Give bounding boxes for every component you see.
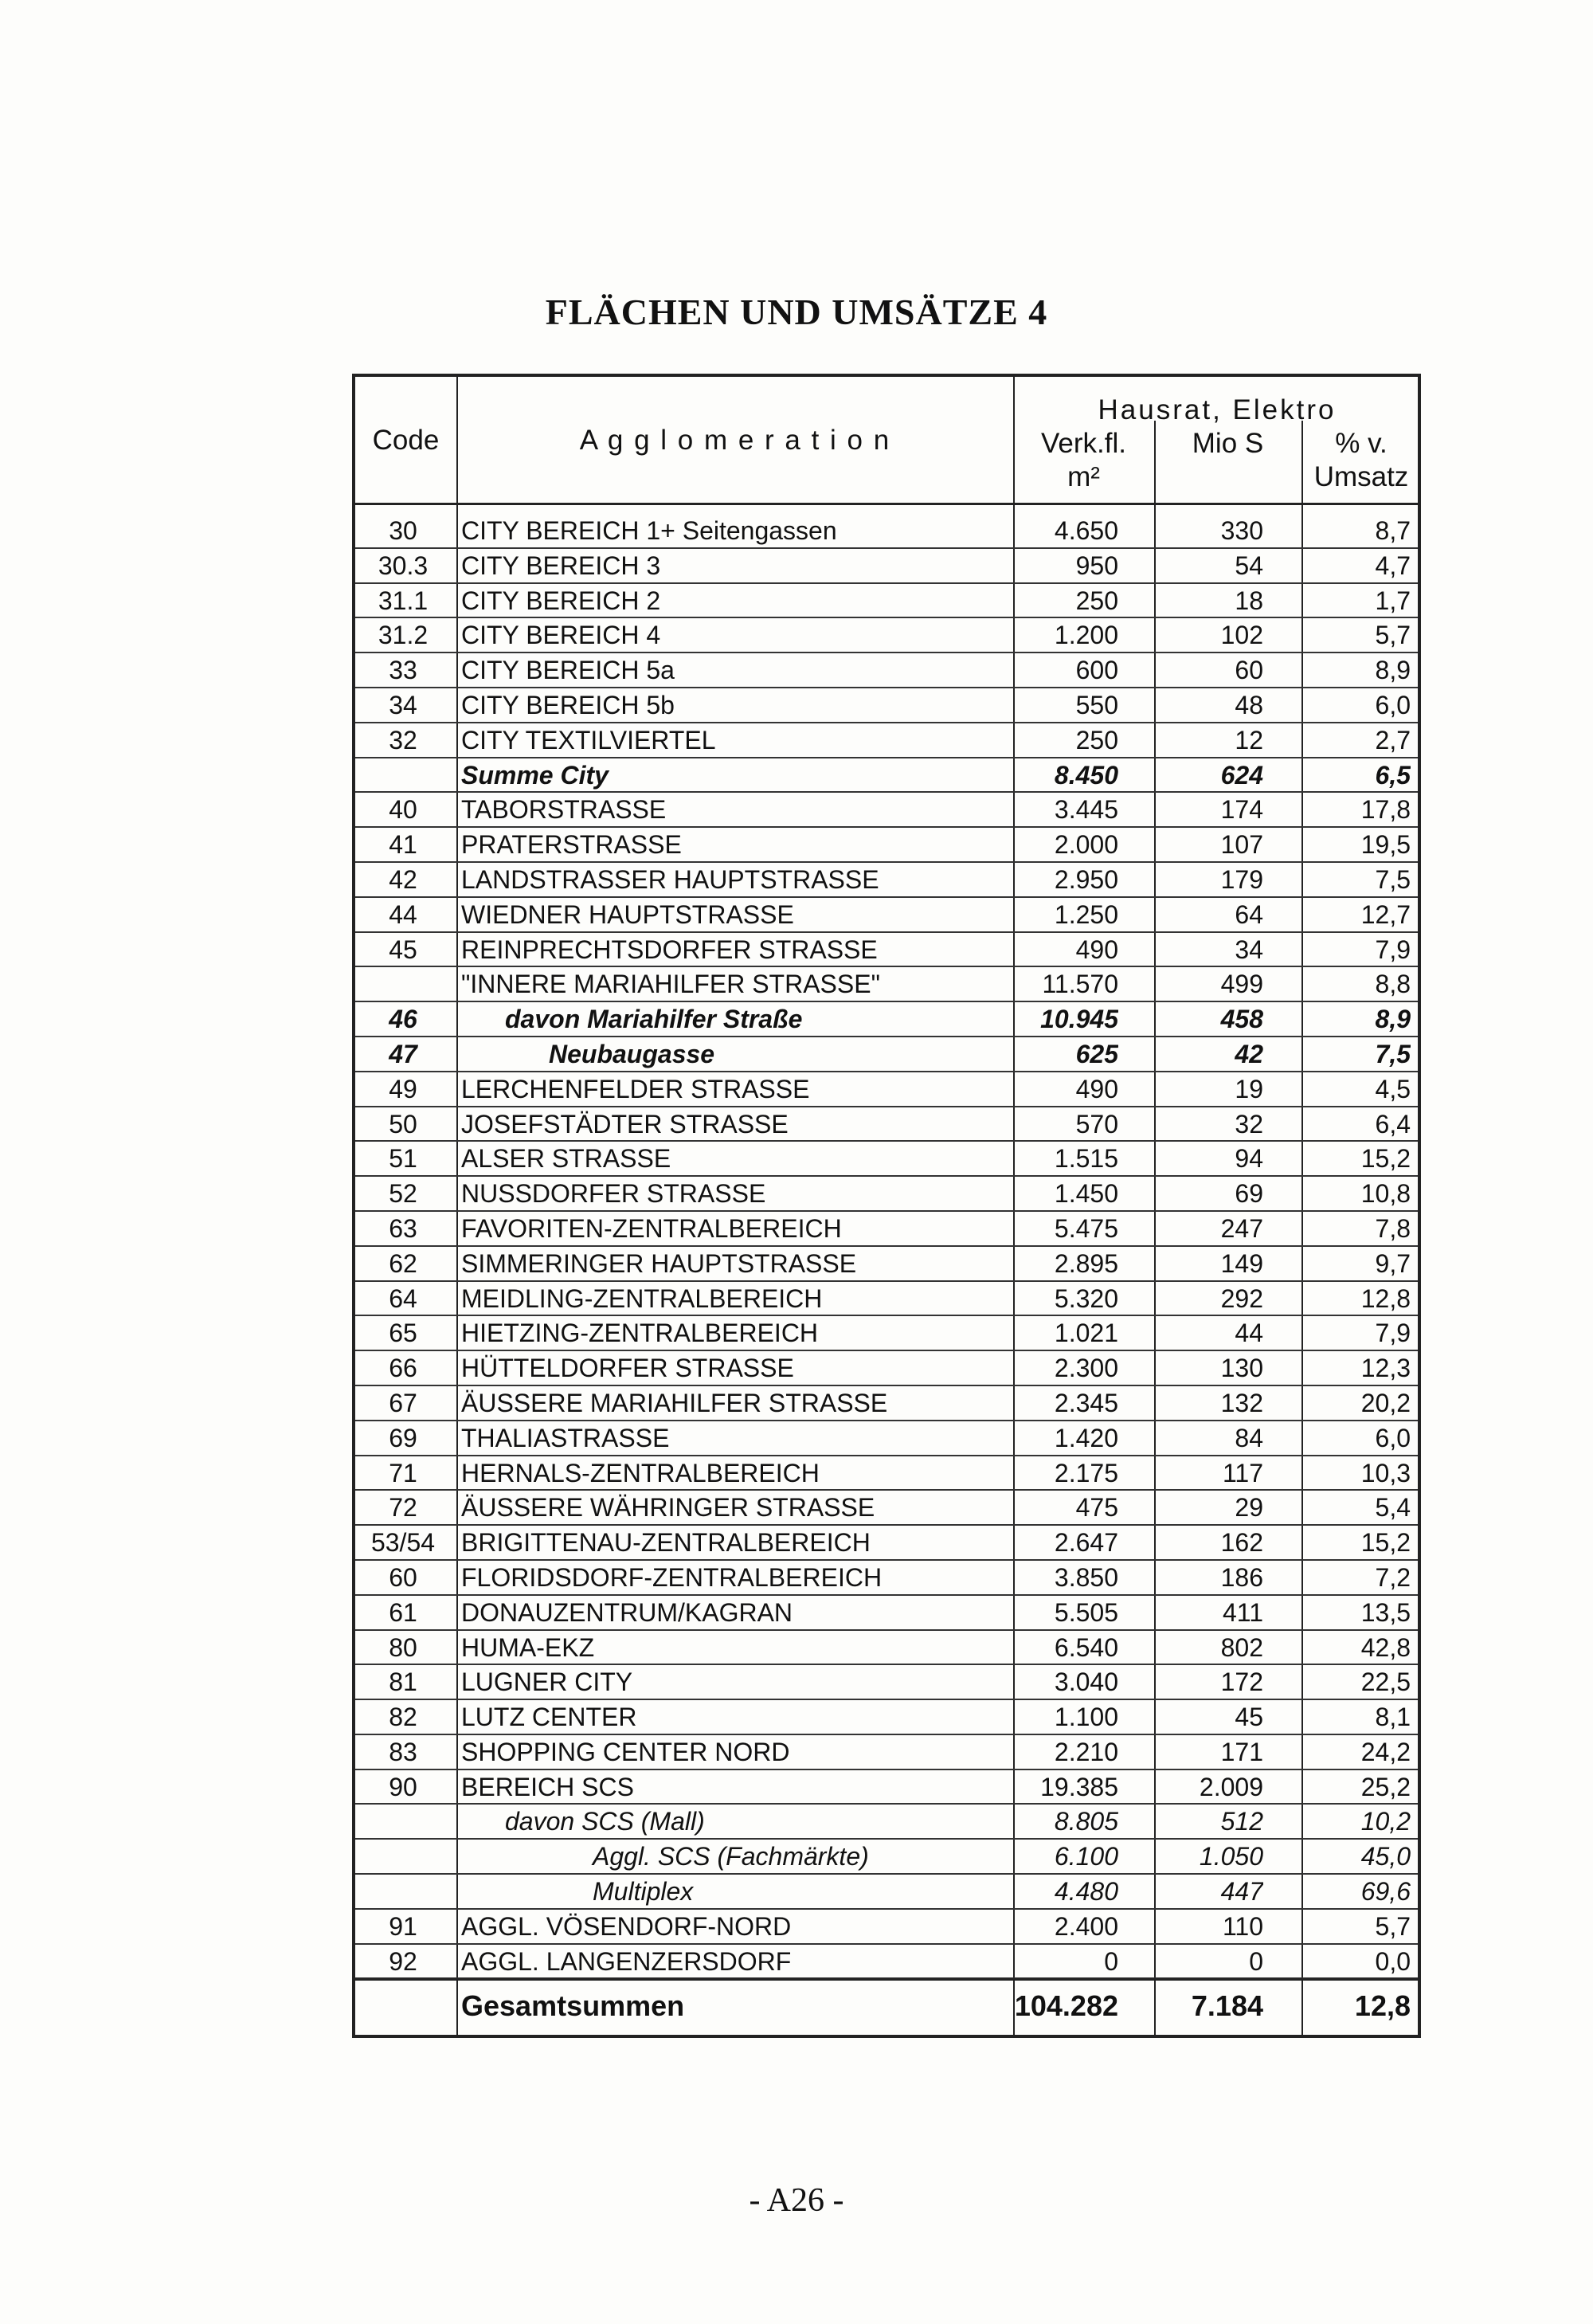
table-row	[355, 1840, 1418, 1875]
row-mio: 64	[1235, 899, 1263, 929]
row-agglomeration: HIETZING-ZENTRALBEREICH	[461, 1319, 819, 1348]
row-pct: 0,0	[1375, 1946, 1411, 1976]
row-verkfl: 3.850	[1054, 1562, 1118, 1592]
row-mio: 34	[1235, 935, 1263, 964]
table-row	[355, 723, 1418, 758]
row-verkfl: 10.945	[1040, 1005, 1118, 1034]
table-row	[355, 1805, 1418, 1840]
table-header	[355, 377, 1418, 505]
table-row	[355, 1770, 1418, 1805]
total-label: Gesamtsummen	[461, 1989, 685, 2022]
total-verkfl: 104.282	[1014, 1989, 1118, 2022]
row-mio: 458	[1220, 1005, 1263, 1034]
row-agglomeration: CITY TEXTILVIERTEL	[461, 725, 716, 754]
row-pct: 12,8	[1360, 1283, 1411, 1313]
row-mio: 186	[1220, 1562, 1263, 1592]
row-code: 67	[389, 1388, 417, 1417]
row-code: 64	[389, 1283, 417, 1313]
page-title: FLÄCHEN UND UMSÄTZE 4	[545, 292, 1048, 332]
table-row	[355, 1735, 1418, 1770]
table-row	[355, 1037, 1418, 1072]
row-verkfl: 3.040	[1054, 1668, 1118, 1697]
row-code: 47	[389, 1039, 417, 1068]
row-code: 31.2	[378, 621, 429, 650]
row-pct: 6,5	[1375, 760, 1411, 790]
table-row	[355, 1142, 1418, 1177]
table-row	[355, 1491, 1418, 1526]
row-code: 46	[389, 1005, 417, 1034]
table-row	[355, 1700, 1418, 1735]
row-verkfl: 2.000	[1054, 830, 1118, 860]
table-row	[355, 898, 1418, 933]
table-row	[355, 1421, 1418, 1456]
row-code: 63	[389, 1213, 417, 1243]
row-code: 69	[389, 1423, 417, 1452]
row-verkfl: 6.540	[1054, 1632, 1118, 1662]
header-code: Code	[372, 425, 440, 456]
row-verkfl: 570	[1075, 1109, 1118, 1138]
row-code: 31.1	[378, 586, 429, 615]
row-pct: 4,7	[1375, 551, 1411, 580]
row-pct: 12,7	[1360, 899, 1411, 929]
table-row	[355, 1386, 1418, 1421]
row-code: 32	[389, 725, 417, 754]
table-row	[355, 1316, 1418, 1351]
row-pct: 25,2	[1360, 1772, 1411, 1801]
row-code: 65	[389, 1319, 417, 1348]
row-pct: 6,0	[1375, 1423, 1411, 1452]
row-agglomeration: TABORSTRASSE	[461, 795, 667, 825]
row-verkfl: 490	[1075, 1074, 1118, 1103]
row-mio: 447	[1220, 1877, 1263, 1907]
row-agglomeration: ALSER STRASSE	[461, 1144, 671, 1174]
row-pct: 10,3	[1360, 1458, 1411, 1487]
row-pct: 4,5	[1375, 1074, 1411, 1103]
row-pct: 7,8	[1375, 1213, 1411, 1243]
row-pct: 8,1	[1375, 1703, 1411, 1732]
row-code: 61	[389, 1597, 417, 1627]
row-agglomeration: LANDSTRASSER HAUPTSTRASSE	[461, 864, 879, 894]
row-pct: 19,5	[1360, 830, 1411, 860]
row-verkfl: 250	[1075, 586, 1118, 615]
row-code: 92	[389, 1946, 417, 1976]
row-agglomeration: CITY BEREICH 5a	[461, 656, 675, 685]
row-agglomeration: LUGNER CITY	[461, 1668, 633, 1697]
row-code: 71	[389, 1458, 417, 1487]
row-mio: 1.050	[1199, 1842, 1263, 1871]
row-agglomeration: BRIGITTENAU-ZENTRALBEREICH	[461, 1528, 871, 1558]
row-mio: 18	[1235, 586, 1263, 615]
row-code: 83	[389, 1737, 417, 1766]
row-mio: 94	[1235, 1144, 1263, 1174]
row-pct: 12,3	[1360, 1354, 1411, 1383]
row-agglomeration: CITY BEREICH 1+ Seitengassen	[461, 516, 837, 545]
row-agglomeration: CITY BEREICH 3	[461, 551, 661, 580]
row-code: 34	[389, 690, 417, 719]
table-row	[355, 1875, 1418, 1910]
header-verkfl-unit: m²	[1067, 461, 1100, 492]
row-pct: 20,2	[1360, 1388, 1411, 1417]
row-agglomeration: CITY BEREICH 5b	[461, 690, 675, 719]
row-verkfl: 19.385	[1040, 1772, 1118, 1801]
row-verkfl: 250	[1075, 725, 1118, 754]
row-verkfl: 4.480	[1054, 1877, 1118, 1907]
row-code: 81	[389, 1668, 417, 1697]
row-agglomeration: DONAUZENTRUM/KAGRAN	[461, 1597, 793, 1627]
row-verkfl: 6.100	[1054, 1842, 1118, 1871]
row-agglomeration: Summe City	[461, 760, 609, 790]
row-code	[355, 1875, 451, 1908]
row-code: 80	[389, 1632, 417, 1662]
row-agglomeration: HERNALS-ZENTRALBEREICH	[461, 1458, 820, 1487]
row-verkfl: 1.021	[1054, 1319, 1118, 1348]
row-pct: 6,4	[1375, 1109, 1411, 1138]
row-pct: 1,7	[1375, 586, 1411, 615]
row-mio: 174	[1220, 795, 1263, 825]
row-verkfl: 2.400	[1054, 1911, 1118, 1941]
row-mio: 44	[1235, 1319, 1263, 1348]
row-mio: 171	[1220, 1737, 1263, 1766]
row-pct: 22,5	[1360, 1668, 1411, 1697]
total-mio: 7.184	[1191, 1989, 1263, 2022]
row-code	[355, 758, 451, 792]
table-row	[355, 514, 1418, 549]
row-mio: 292	[1220, 1283, 1263, 1313]
row-code: 66	[389, 1354, 417, 1383]
row-verkfl: 4.650	[1054, 516, 1118, 545]
table-row	[355, 1282, 1418, 1317]
row-pct: 7,5	[1375, 1039, 1411, 1068]
row-verkfl: 1.515	[1054, 1144, 1118, 1174]
row-verkfl: 550	[1075, 690, 1118, 719]
header-group: Hausrat, Elektro	[1098, 394, 1337, 425]
row-agglomeration: WIEDNER HAUPTSTRASSE	[461, 899, 794, 929]
table-row	[355, 688, 1418, 723]
row-verkfl: 1.100	[1054, 1703, 1118, 1732]
row-mio: 110	[1222, 1911, 1263, 1941]
row-pct: 9,7	[1375, 1248, 1411, 1278]
row-mio: 48	[1235, 690, 1263, 719]
table-row	[355, 549, 1418, 584]
row-mio: 54	[1235, 551, 1263, 580]
row-code: 62	[389, 1248, 417, 1278]
header-agglomeration: A g g l o m e r a t i o n	[579, 425, 891, 456]
row-mio: 179	[1220, 864, 1263, 894]
row-pct: 10,8	[1360, 1179, 1411, 1209]
row-code: 50	[389, 1109, 417, 1138]
row-agglomeration: NUSSDORFER STRASSE	[461, 1179, 766, 1209]
row-mio: 29	[1235, 1493, 1263, 1523]
row-code: 30.3	[378, 551, 429, 580]
row-pct: 7,9	[1375, 1319, 1411, 1348]
row-code: 33	[389, 656, 417, 685]
row-pct: 15,2	[1360, 1528, 1411, 1558]
row-mio: 12	[1235, 725, 1263, 754]
row-verkfl: 5.475	[1054, 1213, 1118, 1243]
row-agglomeration: AGGL. LANGENZERSDORF	[461, 1946, 792, 1976]
row-verkfl: 2.210	[1054, 1737, 1118, 1766]
row-agglomeration: SIMMERINGER HAUPTSTRASSE	[461, 1248, 857, 1278]
table-row	[355, 1212, 1418, 1247]
row-agglomeration: THALIASTRASSE	[461, 1423, 670, 1452]
row-agglomeration: BEREICH SCS	[461, 1772, 634, 1801]
row-verkfl: 950	[1075, 551, 1118, 580]
row-mio: 84	[1235, 1423, 1263, 1452]
row-verkfl: 490	[1075, 935, 1118, 964]
row-agglomeration: Neubaugasse	[549, 1039, 715, 1068]
row-verkfl: 3.445	[1054, 795, 1118, 825]
table-row	[355, 967, 1418, 1002]
row-verkfl: 5.320	[1054, 1283, 1118, 1313]
table-row	[355, 758, 1418, 794]
row-agglomeration: FLORIDSDORF-ZENTRALBEREICH	[461, 1562, 883, 1592]
row-agglomeration: Multiplex	[593, 1877, 694, 1907]
row-code: 49	[389, 1074, 417, 1103]
row-verkfl: 625	[1075, 1039, 1118, 1068]
row-mio: 0	[1249, 1946, 1263, 1976]
row-mio: 60	[1235, 656, 1263, 685]
row-pct: 45,0	[1360, 1842, 1411, 1871]
row-pct: 42,8	[1360, 1632, 1411, 1662]
row-pct: 24,2	[1360, 1737, 1411, 1766]
row-code: 90	[389, 1772, 417, 1801]
row-verkfl: 1.450	[1054, 1179, 1118, 1209]
row-agglomeration: CITY BEREICH 2	[461, 586, 661, 615]
row-pct: 5,4	[1375, 1493, 1411, 1523]
row-verkfl: 1.250	[1054, 899, 1118, 929]
row-mio: 32	[1235, 1109, 1263, 1138]
row-code: 52	[389, 1179, 417, 1209]
table-row	[355, 1002, 1418, 1037]
row-verkfl: 2.345	[1054, 1388, 1118, 1417]
row-mio: 102	[1220, 621, 1263, 650]
row-code: 72	[389, 1493, 417, 1523]
row-pct: 5,7	[1375, 621, 1411, 650]
table-row	[355, 933, 1418, 968]
header-pct-umsatz: Umsatz	[1313, 461, 1409, 492]
table-row	[355, 1631, 1418, 1666]
row-code: 30	[389, 516, 417, 545]
row-verkfl: 8.805	[1054, 1807, 1118, 1836]
row-agglomeration: LUTZ CENTER	[461, 1703, 637, 1732]
row-verkfl: 0	[1104, 1946, 1118, 1976]
row-agglomeration: ÄUSSERE MARIAHILFER STRASSE	[461, 1388, 888, 1417]
table-row	[355, 653, 1418, 688]
row-mio: 132	[1220, 1388, 1263, 1417]
row-code: 91	[389, 1911, 417, 1941]
row-agglomeration: JOSEFSTÄDTER STRASSE	[461, 1109, 789, 1138]
row-verkfl: 5.505	[1054, 1597, 1118, 1627]
row-agglomeration: HÜTTELDORFER STRASSE	[461, 1354, 794, 1383]
row-mio: 2.009	[1199, 1772, 1263, 1801]
row-mio: 45	[1235, 1703, 1263, 1732]
row-mio: 162	[1220, 1528, 1263, 1558]
row-agglomeration: FAVORITEN-ZENTRALBEREICH	[461, 1213, 842, 1243]
row-code: 60	[389, 1562, 417, 1592]
table-row	[355, 584, 1418, 619]
row-pct: 13,5	[1360, 1597, 1411, 1627]
row-agglomeration: AGGL. VÖSENDORF-NORD	[461, 1911, 792, 1941]
row-pct: 8,8	[1375, 970, 1411, 999]
row-verkfl: 2.175	[1054, 1458, 1118, 1487]
row-mio: 107	[1220, 830, 1263, 860]
table-row	[355, 1945, 1418, 1980]
row-pct: 6,0	[1375, 690, 1411, 719]
row-agglomeration: CITY BEREICH 4	[461, 621, 661, 650]
row-verkfl: 1.420	[1054, 1423, 1118, 1452]
row-agglomeration: davon Mariahilfer Straße	[505, 1005, 803, 1034]
row-code	[355, 1805, 451, 1838]
row-pct: 8,7	[1375, 516, 1411, 545]
row-verkfl: 2.647	[1054, 1528, 1118, 1558]
table-row	[355, 863, 1418, 898]
total-pct: 12,8	[1354, 1989, 1411, 2022]
row-mio: 42	[1235, 1039, 1263, 1068]
row-agglomeration: davon SCS (Mall)	[505, 1807, 705, 1836]
row-mio: 247	[1220, 1213, 1263, 1243]
row-agglomeration: ÄUSSERE WÄHRINGER STRASSE	[461, 1493, 875, 1523]
row-pct: 7,9	[1375, 935, 1411, 964]
row-mio: 802	[1220, 1632, 1263, 1662]
table-row	[355, 1456, 1418, 1491]
table-row	[355, 1665, 1418, 1700]
row-code: 45	[389, 935, 417, 964]
row-pct: 7,2	[1375, 1562, 1411, 1592]
row-mio: 19	[1235, 1074, 1263, 1103]
row-code: 53/54	[370, 1528, 436, 1558]
header-verkfl: Verk.fl.	[1041, 428, 1126, 459]
row-pct: 15,2	[1360, 1144, 1411, 1174]
row-code	[355, 1840, 451, 1873]
row-verkfl: 475	[1075, 1493, 1118, 1523]
table-row	[355, 1247, 1418, 1282]
table-row	[355, 1910, 1418, 1945]
row-agglomeration: HUMA-EKZ	[461, 1632, 595, 1662]
row-pct: 69,6	[1360, 1877, 1411, 1907]
table-row	[355, 1351, 1418, 1386]
row-mio: 624	[1220, 760, 1263, 790]
row-code	[355, 967, 451, 1001]
row-verkfl: 600	[1075, 656, 1118, 685]
row-verkfl: 2.950	[1054, 864, 1118, 894]
page-number: - A26 -	[749, 2182, 844, 2219]
table-row	[355, 1072, 1418, 1107]
row-pct: 7,5	[1375, 864, 1411, 894]
header-pct: % v.	[1335, 428, 1388, 459]
row-agglomeration: SHOPPING CENTER NORD	[461, 1737, 790, 1766]
row-verkfl: 2.300	[1054, 1354, 1118, 1383]
row-mio: 330	[1220, 516, 1263, 545]
table-row	[355, 1177, 1418, 1212]
row-pct: 10,2	[1360, 1807, 1411, 1836]
row-mio: 411	[1222, 1597, 1263, 1627]
total-row	[355, 1978, 1418, 2035]
row-mio: 149	[1220, 1248, 1263, 1278]
row-code: 44	[389, 899, 417, 929]
row-pct: 5,7	[1375, 1911, 1411, 1941]
row-agglomeration: PRATERSTRASSE	[461, 830, 682, 860]
row-agglomeration: "INNERE MARIAHILFER STRASSE"	[461, 970, 880, 999]
table-row	[355, 1526, 1418, 1561]
row-code: 51	[389, 1144, 417, 1174]
row-code: 41	[389, 830, 417, 860]
row-mio: 130	[1220, 1354, 1263, 1383]
row-code: 42	[389, 864, 417, 894]
row-pct: 8,9	[1375, 1005, 1411, 1034]
row-mio: 117	[1222, 1458, 1263, 1487]
table-row	[355, 618, 1418, 653]
header-mio: Mio S	[1192, 428, 1264, 459]
table-body	[355, 514, 1418, 1979]
row-verkfl: 8.450	[1054, 760, 1118, 790]
row-code: 82	[389, 1703, 417, 1732]
row-agglomeration: Aggl. SCS (Fachmärkte)	[593, 1842, 869, 1871]
row-verkfl: 2.895	[1054, 1248, 1118, 1278]
table-row	[355, 828, 1418, 863]
row-pct: 8,9	[1375, 656, 1411, 685]
row-mio: 69	[1235, 1179, 1263, 1209]
table-row	[355, 793, 1418, 828]
row-mio: 172	[1220, 1668, 1263, 1697]
table-row	[355, 1107, 1418, 1142]
row-pct: 2,7	[1375, 725, 1411, 754]
row-agglomeration: REINPRECHTSDORFER STRASSE	[461, 935, 878, 964]
row-verkfl: 11.570	[1042, 970, 1118, 999]
row-agglomeration: LERCHENFELDER STRASSE	[461, 1074, 810, 1103]
data-table	[352, 374, 1421, 2038]
row-pct: 17,8	[1360, 795, 1411, 825]
row-mio: 512	[1220, 1807, 1263, 1836]
row-mio: 499	[1220, 970, 1263, 999]
table-row	[355, 1561, 1418, 1596]
table-row	[355, 1596, 1418, 1631]
row-agglomeration: MEIDLING-ZENTRALBEREICH	[461, 1283, 823, 1313]
row-verkfl: 1.200	[1054, 621, 1118, 650]
row-code: 40	[389, 795, 417, 825]
